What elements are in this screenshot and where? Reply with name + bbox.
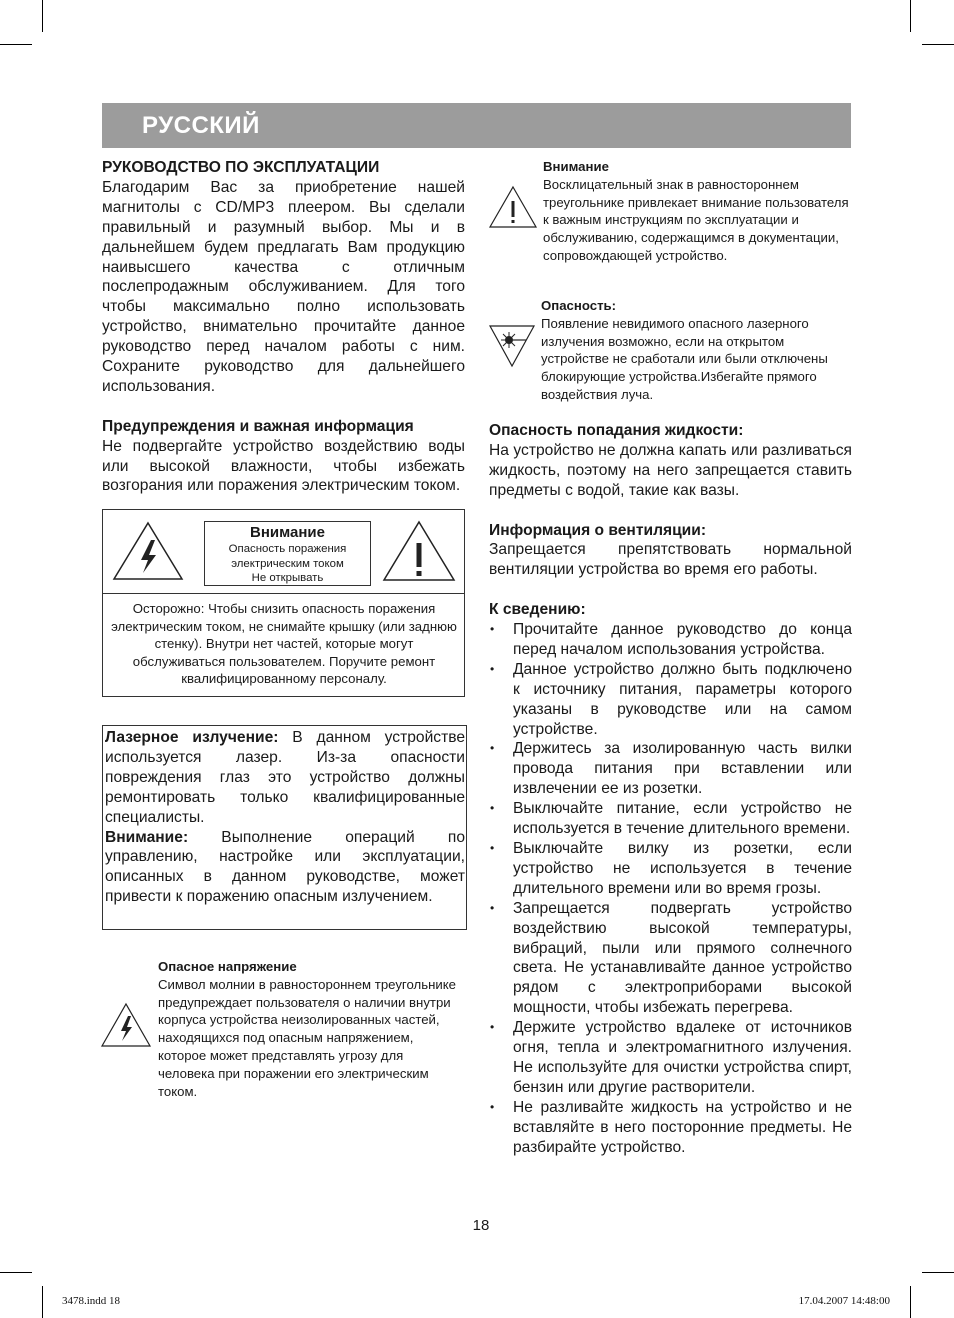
- ventilation-title: Информация о вентиляции:: [489, 521, 707, 539]
- list-item: • Выключайте вилку из розетки, если устройство не используется в течение длительного времени или во время грозы.: [489, 839, 852, 899]
- lightning-triangle-icon: [100, 1002, 152, 1048]
- liquid-text: На устройство не должна капать или разливаться жидкость, поэтому на него запрещается ставить предметы с водой, такие как вазы.: [489, 441, 852, 499]
- attention-label: Внимание:: [105, 828, 189, 846]
- laser-label: Лазерное излучение:: [105, 729, 279, 746]
- crop-mark: [922, 1272, 954, 1273]
- danger-section: [541, 297, 853, 404]
- ventilation-text: Запрещается препятствовать нормальной вентиляции устройства во время его работы.: [489, 541, 852, 579]
- manual-title: РУКОВОДСТВО ПО ЭКСПЛУАТАЦИИ: [102, 159, 380, 176]
- attention-title: Внимание: [543, 159, 609, 174]
- footer-timestamp: 17.04.2007 14:48:00: [798, 1295, 890, 1307]
- danger-title: Опасность:: [541, 298, 617, 313]
- voltage-section: [158, 958, 458, 1100]
- right-column: [489, 421, 852, 1158]
- voltage-title: Опасное напряжение: [158, 959, 297, 974]
- language-header: [102, 103, 851, 148]
- exclamation-triangle-icon: [381, 519, 457, 583]
- notice-title: К сведению:: [489, 601, 586, 619]
- crop-mark: [42, 1286, 43, 1318]
- caution-text: Осторожно: Чтобы снизить опасность поражения электрическим током, не снимайте крышку (или заднюю стенку). Внутри нет частей, которые могут обслуживаться пользователем. Поручите ремонт квалифицированному персоналу.: [111, 601, 457, 687]
- crop-mark: [42, 0, 43, 32]
- notice-list: [489, 620, 852, 1157]
- caution-label: [204, 521, 371, 586]
- crop-mark: [0, 44, 32, 45]
- warnings-text: Не подвергайте устройство воздействию воды или высокой влажности, чтобы избежать возгорания или поражения электрическим током.: [102, 437, 465, 495]
- attention-description: Выполнение операций по управлению, настройке или эксплуатации, описанных в данном руководстве, может привести к поражению опасным излучением.: [105, 828, 465, 906]
- caution-box: [102, 509, 465, 697]
- liquid-title: Опасность попадания жидкости:: [489, 422, 744, 439]
- crop-mark: [910, 0, 911, 32]
- list-item: • Прочитайте данное руководство до конца перед началом использования устройства.: [489, 620, 852, 660]
- caution-line: электрическим током: [231, 557, 344, 570]
- list-item: • Держитесь за изолированную часть вилки провода питания при вставлении или извлечении ее из розетки.: [489, 739, 852, 799]
- caution-title: Внимание: [250, 524, 325, 541]
- danger-text: Появление невидимого опасного лазерного излучения возможно, если на открытом устройстве не сработали или были отключены блокирующие устройства.Избегайте прямого воздействия луча.: [541, 315, 828, 402]
- list-item: • Держите устройство вдалеке от источников огня, тепла и электромагнитного излучения. Не используйте для очистки устройства спирт, бензин или другие растворители.: [489, 1018, 852, 1098]
- laser-description: В данном устройстве используется лазер. Из-за опасности повреждения глаз это устройство должны ремонтировать только квалифицированные специалисты.: [105, 729, 465, 826]
- page-number: 18: [472, 1217, 490, 1234]
- attention-text: Восклицательный знак в равностороннем треугольнике привлекает внимание пользователя к важным инструкциям по эксплуатации и обслуживанию, содержащимся в документации, сопровождающей устройство.: [543, 176, 849, 263]
- crop-mark: [910, 1286, 911, 1318]
- caution-box-top: [103, 510, 464, 594]
- list-item: • Не разливайте жидкость на устройство и не вставляйте в него посторонние предметы. Не разбирайте устройство.: [489, 1098, 852, 1158]
- intro-paragraph: Благодарим Вас за приобретение нашей магнитолы с CD/MP3 плеером. Вы сделали правильный и разумный выбор. Мы и в дальнейшем будем предлагать Вам продукцию наивысшего качества с отличным послепродажным обслуживанием. Для того чтобы максимально полно использовать устройство, внимательно прочитайте данное руководство перед началом работы с ним. Сохраните руководство для дальнейшего использования.: [102, 178, 465, 395]
- caution-line: Не открывать: [251, 572, 324, 585]
- left-column: [102, 158, 465, 496]
- crop-mark: [0, 1272, 32, 1273]
- laser-triangle-icon: [488, 324, 536, 368]
- caution-line: Опасность поражения: [228, 543, 347, 555]
- list-item: • Данное устройство должно быть подключено к источнику питания, параметры которого указаны в руководстве или на самом устройстве.: [489, 660, 852, 740]
- voltage-text: Символ молнии в равностороннем треугольнике предупреждает пользователя о наличии внутри корпуса устройства неизолированных частей, находящихся под опасным напряжением, которое может представлять угрозу для человека при поражении его электрическим током.: [158, 976, 456, 1099]
- lightning-triangle-icon: [111, 520, 185, 582]
- list-item: • Запрещается подвергать устройство воздействию высокой температуры, вибраций, пыли или прямого солнечного света. Не устанавливайте данное устройство рядом с электроприборами высокой мощности, чтобы избежать перегрева.: [489, 899, 852, 1018]
- laser-text: [105, 728, 465, 907]
- laser-box: [102, 725, 467, 930]
- attention-section: [543, 158, 853, 265]
- crop-mark: [922, 44, 954, 45]
- exclamation-triangle-icon: [488, 185, 538, 229]
- footer-file: 3478.indd 18: [62, 1295, 121, 1307]
- warnings-title: Предупреждения и важная информация: [102, 417, 414, 435]
- language-title: РУССКИЙ: [142, 112, 260, 139]
- list-item: • Выключайте питание, если устройство не используется в течение длительного времени.: [489, 799, 852, 839]
